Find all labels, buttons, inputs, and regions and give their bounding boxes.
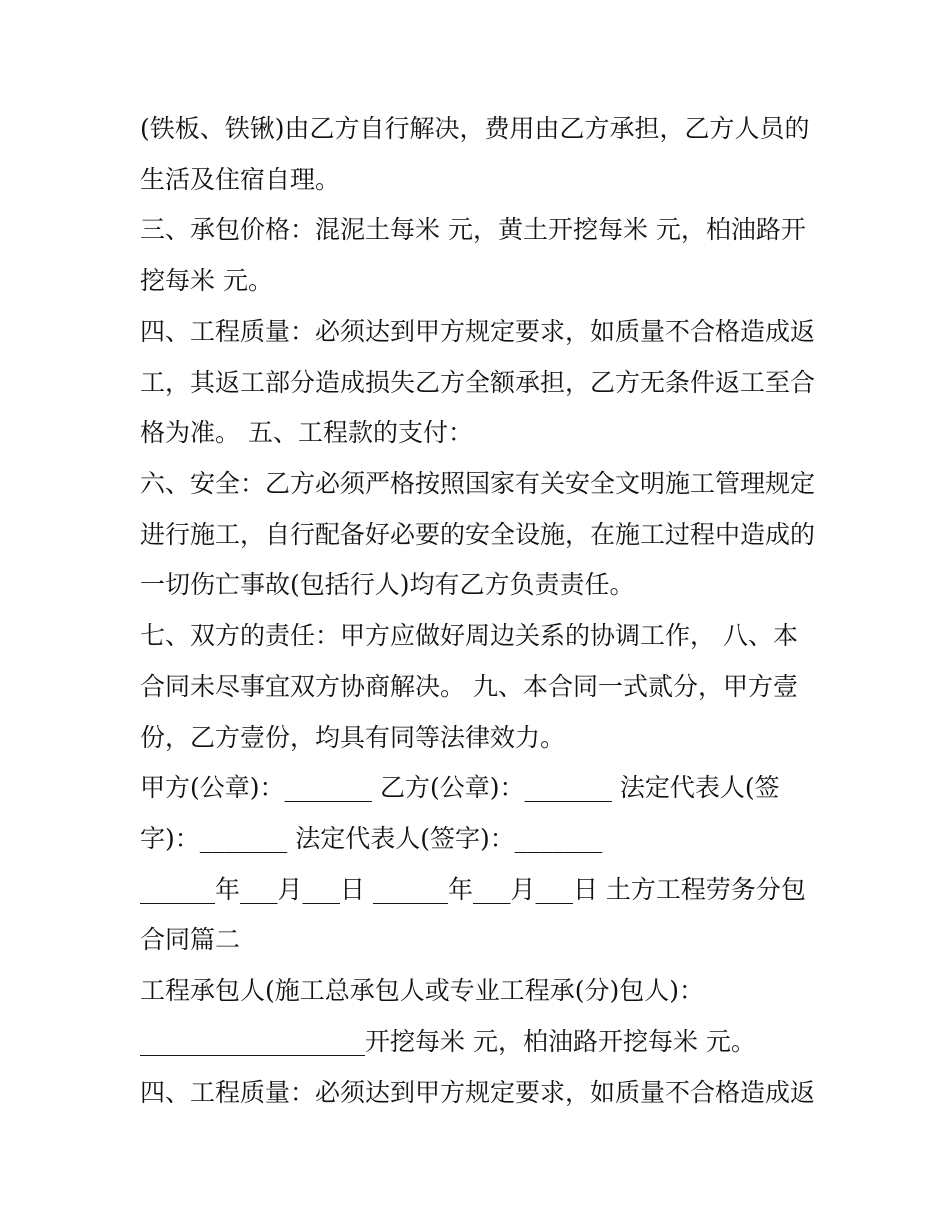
text-line: ______年___月___日 ______年___月___日 土方工程劳务分包 [140, 875, 806, 904]
text-line: 份，乙方壹份，均具有同等法律效力。 [140, 723, 566, 752]
text-line: 进行施工，自行配备好必要的安全设施，在施工过程中造成的 [140, 520, 816, 549]
text-line: 挖每米 元。 [140, 266, 273, 295]
text-line: 生活及住宿自理。 [140, 165, 341, 194]
text-line: 一切伤亡事故(包括行人)均有乙方负责责任。 [140, 570, 635, 599]
text-line: 四、工程质量：必须达到甲方规定要求，如质量不合格造成返 [140, 1078, 816, 1107]
text-line: 甲方(公章)：_______ 乙方(公章)：_______ 法定代表人(签 [140, 773, 780, 802]
text-line: 六、安全：乙方必须严格按照国家有关安全文明施工管理规定 [140, 469, 816, 498]
text-line: 工，其返工部分造成损失乙方全额承担，乙方无条件返工至合 [140, 368, 816, 397]
text-line: 格为准。 五、工程款的支付： [140, 418, 473, 447]
text-line: 四、工程质量：必须达到甲方规定要求，如质量不合格造成返 [140, 317, 816, 346]
text-line: 工程承包人(施工总承包人或专业工程承(分)包人)： [140, 976, 705, 1005]
text-line: 合同未尽事宜双方协商解决。 九、本合同一式贰分，甲方壹 [140, 672, 798, 701]
text-line: 三、承包价格：混泥土每米 元，黄土开挖每米 元，柏油路开 [140, 215, 806, 244]
text-line: __________________开挖每米 元，柏油路开挖每米 元。 [140, 1027, 756, 1056]
text-line: 字)：_______ 法定代表人(签字)：_______ [140, 824, 603, 853]
text-line: 七、双方的责任：甲方应做好周边关系的协调工作， 八、本 [140, 621, 798, 650]
text-line: (铁板、铁锹)由乙方自行解决，费用由乙方承担，乙方人员的 [140, 114, 810, 143]
text-line: 合同篇二 [140, 925, 241, 954]
